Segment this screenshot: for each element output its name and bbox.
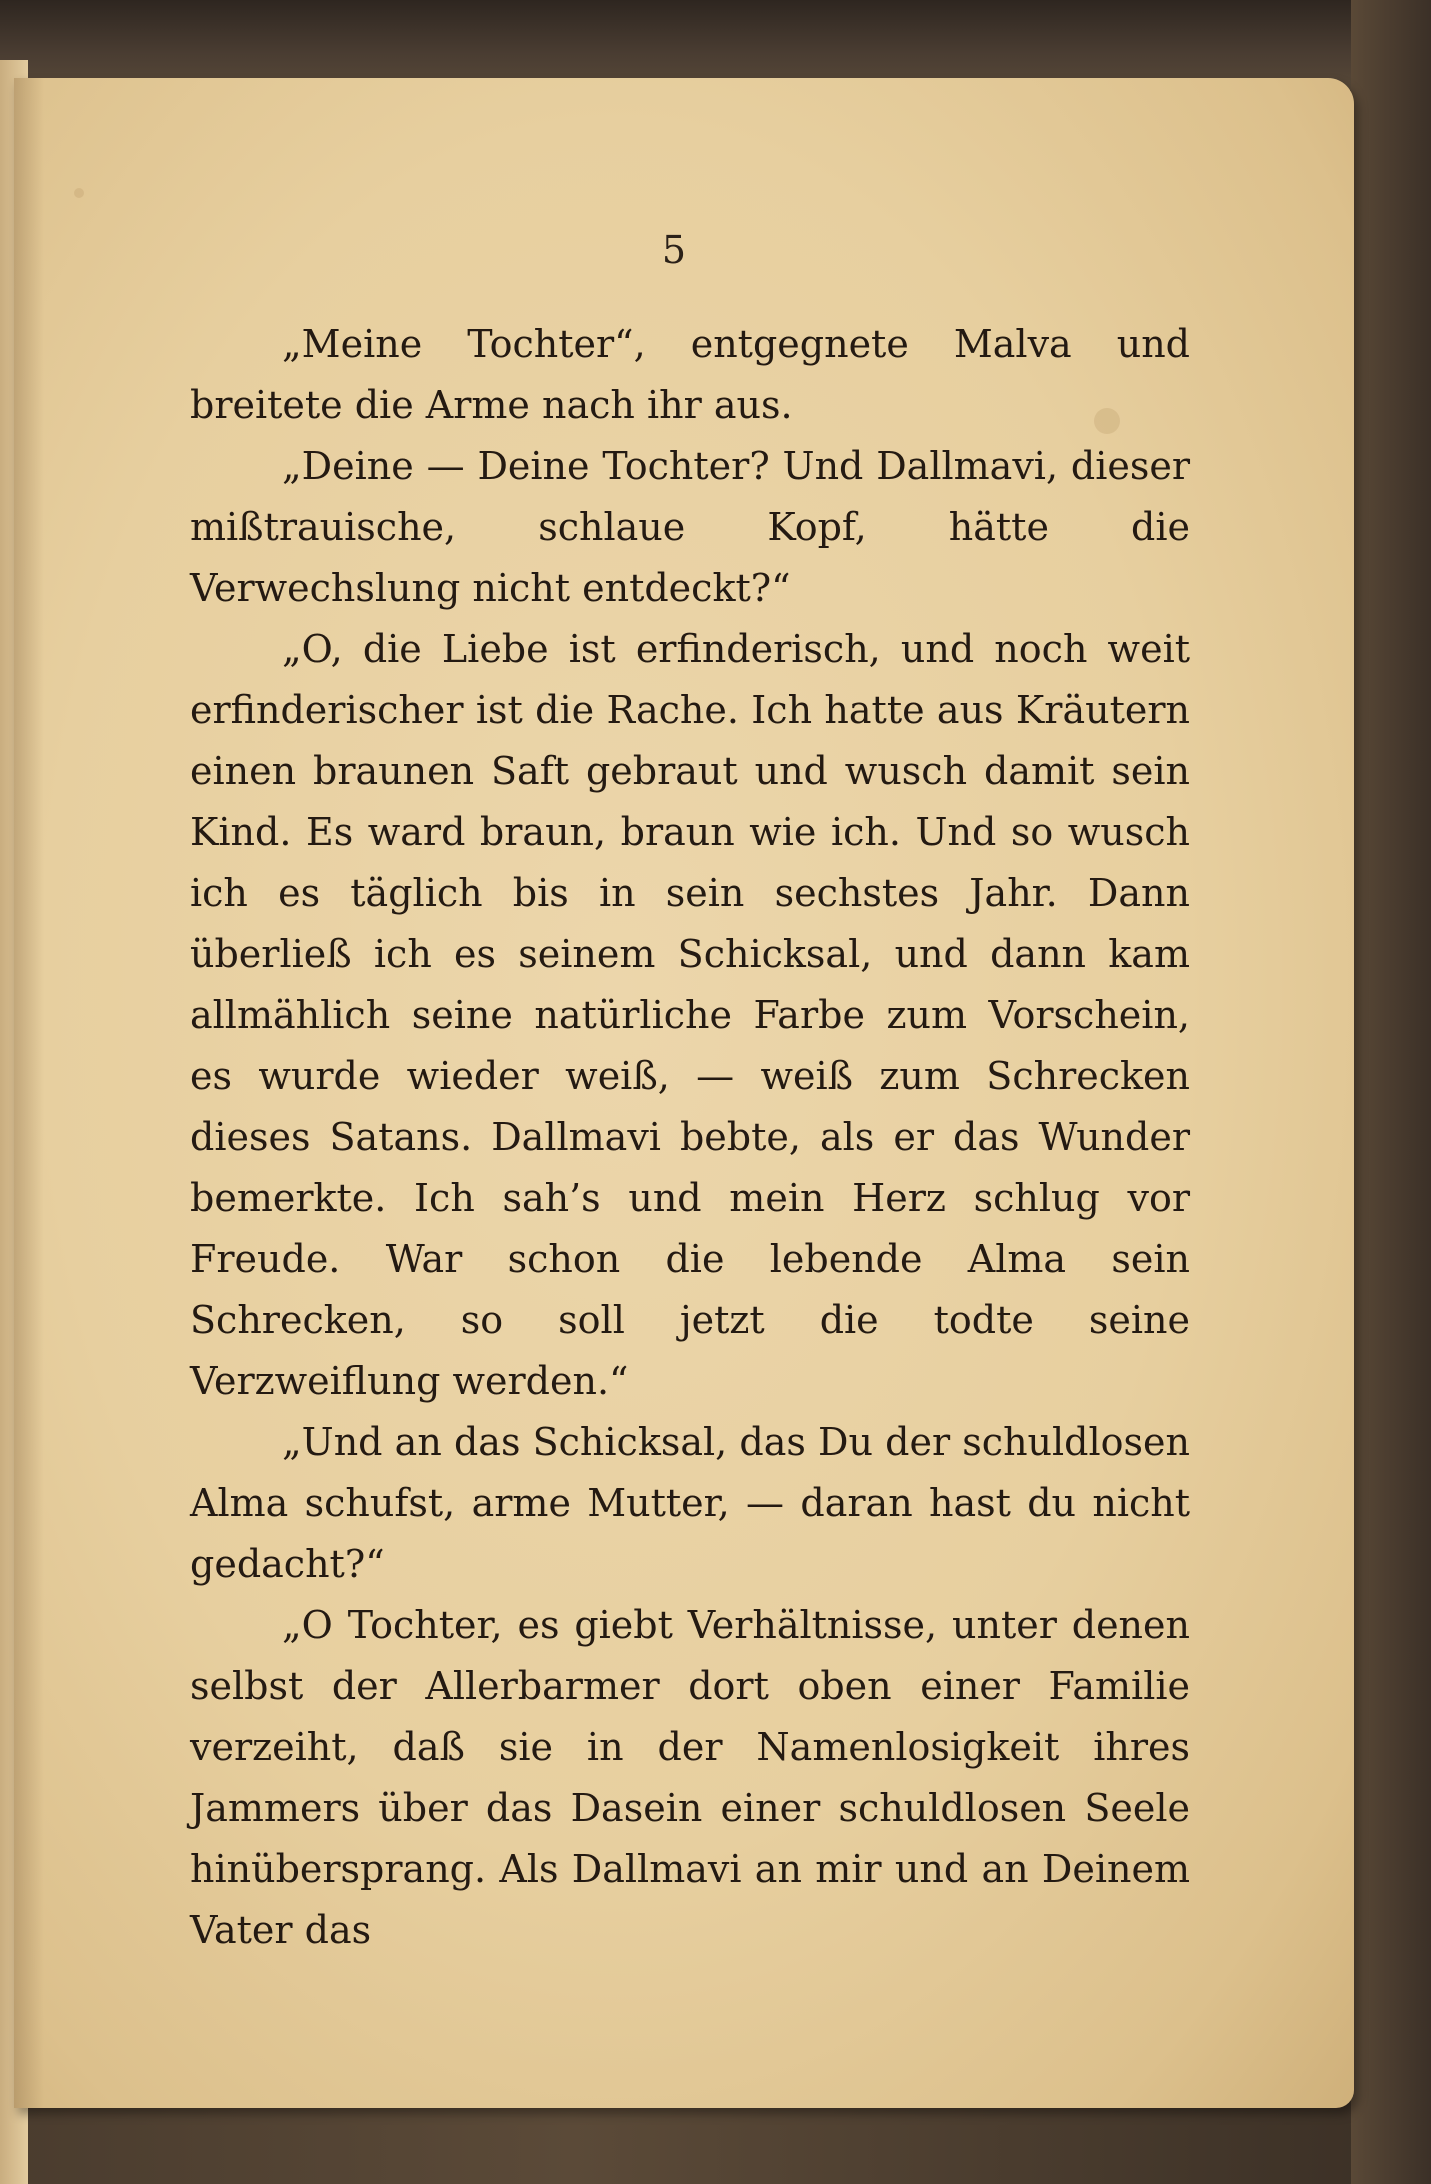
paper-stain: [74, 188, 84, 198]
paragraph: „Meine Tochter“, entgegnete Malva und breitete die Arme nach ihr aus.: [190, 322, 1190, 427]
paragraph: „O, die Liebe ist erfinderisch, und noch weit erfinderischer ist die Rache. Ich hatte aus Kräutern einen braunen Saft gebraut und wusch damit sein Kind. Es ward braun, braun wie ich. Und so wusch ich es täglich bis in sein sechstes Jahr. Dann überließ ich es seinem Schicksal, und dann kam allmählich seine natürliche Farbe zum Vorschein, es wurde wieder weiß, — weiß zum Schrecken dieses Satans. Dallmavi bebte, als er das Wunder bemerkte. Ich sah’s und mein Herz schlug vor Freude. War schon die lebende Alma sein Schrecken, so soll jetzt die todte seine Verzweiflung werden.“: [190, 627, 1190, 1403]
body-text: [190, 314, 1190, 1961]
paragraph: „Und an das Schicksal, das Du der schuldlosen Alma schufst, arme Mutter, — daran hast du nicht gedacht?“: [190, 1420, 1190, 1586]
page-spine-shadow: [14, 78, 44, 2108]
book-page: [14, 78, 1354, 2108]
paragraph: „O Tochter, es giebt Verhältnisse, unter denen selbst der Allerbarmer dort oben einer Familie verzeiht, daß sie in der Namenlosigkeit ihres Jammers über das Dasein einer schuldlosen Seele hinübersprang. Als Dallmavi an mir und an Deinem Vater das: [190, 1603, 1190, 1952]
book-cover-right-edge: [1351, 0, 1431, 2184]
page-number: 5: [661, 228, 687, 272]
paragraph: „Deine — Deine Tochter? Und Dallmavi, dieser mißtrauische, schlaue Kopf, hätte die Verwechslung nicht entdeckt?“: [190, 444, 1190, 610]
book-cover-edge: [0, 0, 1431, 90]
